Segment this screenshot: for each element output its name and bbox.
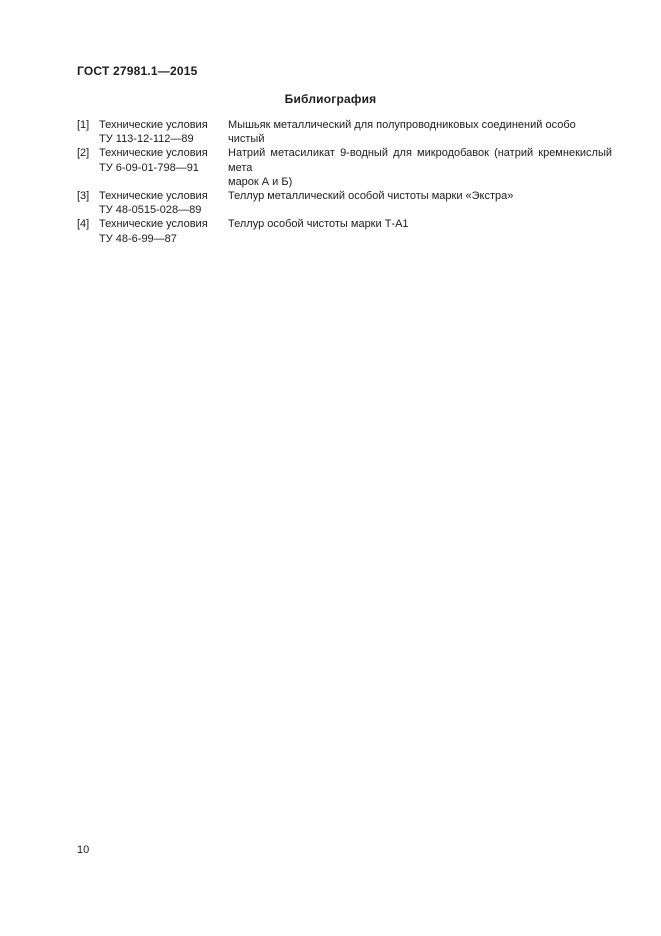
entry-type-line2: ТУ 6-09-01-798—91	[99, 161, 199, 174]
entry-type	[99, 189, 228, 217]
entry-type-line1: Технические условия	[99, 218, 208, 231]
entry-type-line1: Технические условия	[99, 147, 208, 160]
document-designation: ГОСТ 27981.1—2015	[77, 64, 198, 78]
entry-type	[99, 217, 228, 245]
page-number: 10	[77, 844, 90, 856]
entry-ref: [4]	[77, 218, 90, 231]
entry-type-line2: ТУ 48-6-99—87	[99, 232, 177, 245]
entry-description	[228, 146, 612, 189]
entry-description-line: Теллур металлический особой чистоты марки «Экстра»	[228, 190, 514, 203]
entry-description-line: марок А и Б)	[228, 175, 293, 188]
bibliography-entry	[77, 118, 612, 146]
entry-ref: [3]	[77, 190, 90, 203]
entry-description-line: Теллур особой чистоты марки Т-А1	[228, 218, 409, 231]
bibliography-entry	[77, 189, 612, 217]
section-title: Библиография	[284, 92, 377, 106]
entry-description-line: Натрий метасиликат 9-водный для микродобавок (натрий кремнекислый мета	[228, 147, 612, 174]
bibliography-entry	[77, 217, 612, 245]
entry-description	[228, 189, 612, 203]
bibliography-list	[77, 118, 612, 246]
entry-type-line2: ТУ 113-12-112—89	[99, 133, 194, 146]
bibliography-entry	[77, 146, 612, 189]
entry-description	[228, 118, 612, 146]
entry-type-line1: Технические условия	[99, 119, 208, 131]
entry-type-line1: Технические условия	[99, 190, 208, 203]
entry-description-line: Мышьяк металлический для полупроводниковых соединений особо чистый	[228, 119, 576, 146]
entry-ref: [1]	[77, 119, 90, 131]
entry-type	[99, 146, 228, 174]
entry-type	[99, 118, 228, 146]
entry-ref: [2]	[77, 147, 90, 160]
entry-type-line2: ТУ 48-0515-028—89	[99, 204, 202, 217]
entry-description	[228, 217, 612, 231]
